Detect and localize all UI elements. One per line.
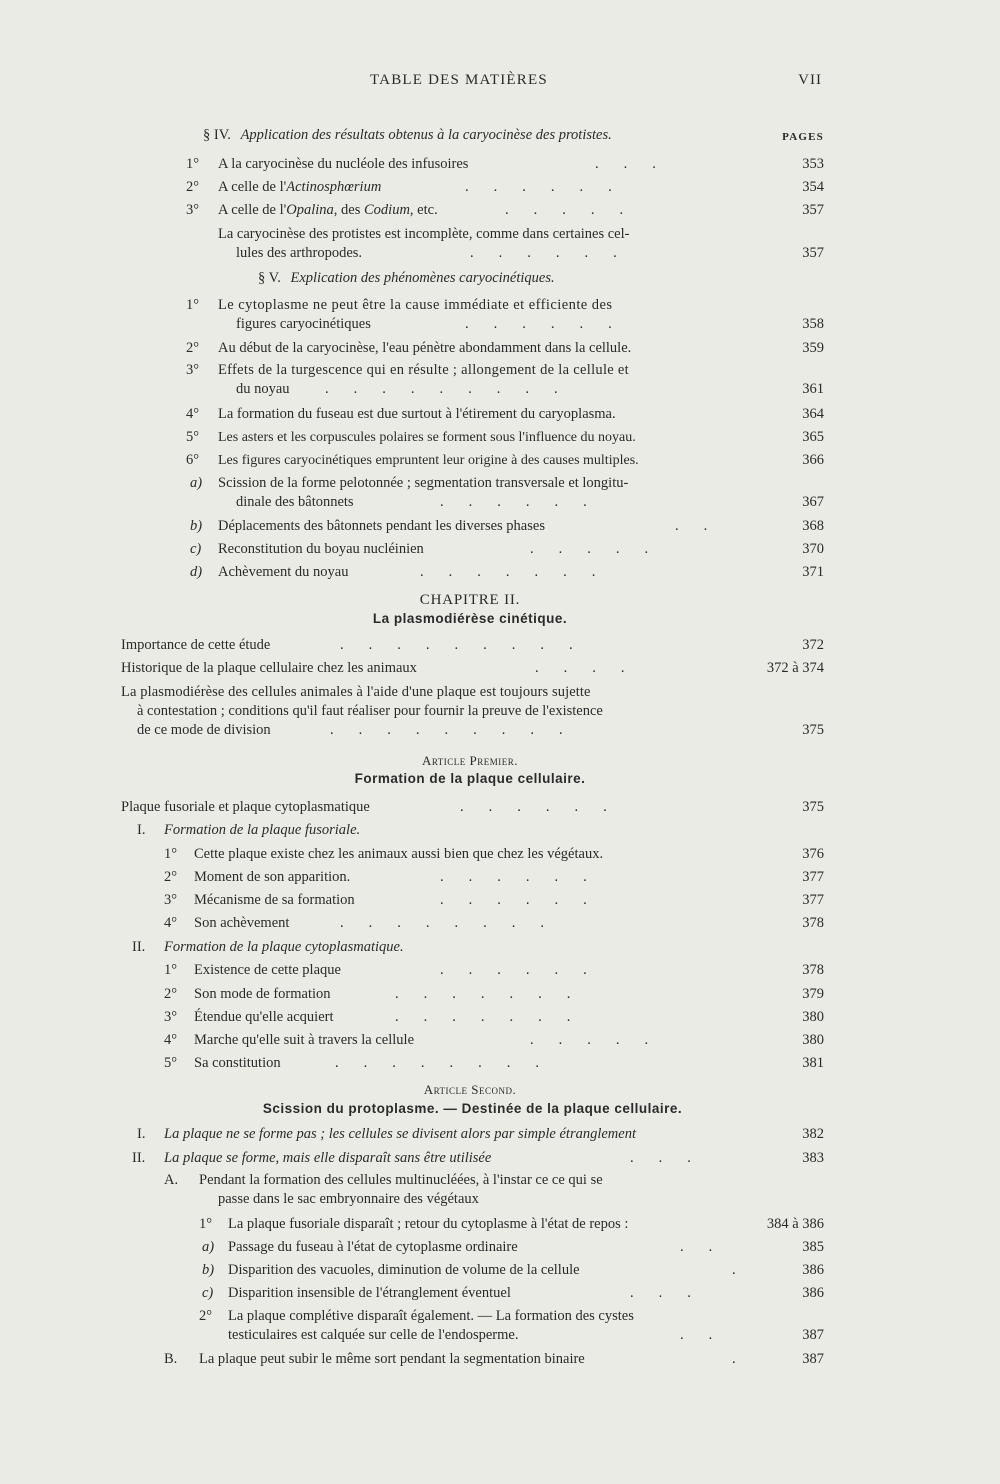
a2-text-8: La plaque complétive disparaît également. — La formation des cystes bbox=[228, 1308, 634, 1324]
leader-dots: ... bbox=[595, 156, 681, 172]
leader-dots: ........ bbox=[340, 915, 569, 931]
leader-dots: ..... bbox=[505, 202, 649, 218]
a1-text-3: Moment de son apparition. bbox=[194, 869, 351, 885]
a1-page-2: 376 bbox=[802, 846, 824, 862]
a2-text-5: Passage du fuseau à l'état de cytoplasme ordinaire bbox=[228, 1239, 518, 1255]
a1-num-11: 5° bbox=[164, 1055, 178, 1071]
ch2-text-1: Historique de la plaque cellulaire chez les animaux bbox=[121, 660, 417, 676]
s4-num-2: 3° bbox=[186, 202, 200, 218]
a1-text-5: Son achèvement bbox=[194, 915, 290, 931]
a1-text-11: Sa constitution bbox=[194, 1055, 281, 1071]
section-5-title: Explication des phénomènes caryocinétiques. bbox=[290, 270, 555, 286]
ch2-page-0: 372 bbox=[802, 637, 824, 653]
a2-num-10: B. bbox=[164, 1351, 178, 1367]
a1-page-11: 381 bbox=[802, 1055, 824, 1071]
s5-page-6: 365 bbox=[802, 429, 824, 445]
s5-page-1: 358 bbox=[802, 316, 824, 332]
s5-num-5: 4° bbox=[186, 406, 200, 422]
a2-num-4: 1° bbox=[199, 1216, 213, 1232]
leader-dots: ....... bbox=[395, 1009, 596, 1025]
a1-page-5: 378 bbox=[802, 915, 824, 931]
a2-page-6: 386 bbox=[802, 1262, 824, 1278]
s4-page-4: 357 bbox=[802, 245, 824, 261]
a1-num-4: 3° bbox=[164, 892, 178, 908]
leader-dots: ......... bbox=[330, 722, 588, 738]
s4-text-4: lules des arthropodes. bbox=[236, 245, 363, 261]
page-folio: VII bbox=[798, 72, 822, 88]
a2-page-1: 383 bbox=[802, 1150, 824, 1166]
a1-text-6: Formation de la plaque cytoplasmatique. bbox=[164, 939, 404, 955]
a1-num-2: 1° bbox=[164, 846, 178, 862]
a2-text-9: testiculaires est calquée sur celle de l'endosperme. bbox=[228, 1327, 519, 1343]
s5-text-0: Le cytoplasme ne peut être la cause immédiate et efficiente des bbox=[218, 297, 613, 313]
s5-text-9: dinale des bâtonnets bbox=[236, 494, 354, 510]
s5-text-3: Effets de la turgescence qui en résulte ; allongement de la cellule et bbox=[218, 362, 629, 378]
s5-text-11: Reconstitution du boyau nucléinien bbox=[218, 541, 424, 557]
s4-num-1: 2° bbox=[186, 179, 200, 195]
a1-text-10: Marche qu'elle suit à travers la cellule bbox=[194, 1032, 415, 1048]
s5-page-5: 364 bbox=[802, 406, 824, 422]
a1-text-7: Existence de cette plaque bbox=[194, 962, 341, 978]
a2-num-2: A. bbox=[164, 1172, 179, 1188]
a1-num-5: 4° bbox=[164, 915, 178, 931]
leader-dots: ... bbox=[630, 1285, 716, 1301]
a1-page-10: 380 bbox=[802, 1032, 824, 1048]
a1-page-8: 379 bbox=[802, 986, 824, 1002]
leader-dots: ...... bbox=[440, 892, 612, 908]
ch2-page-1: 372 à 374 bbox=[766, 660, 824, 676]
section-5-heading bbox=[258, 270, 555, 287]
running-title: TABLE DES MATIÈRES bbox=[370, 72, 548, 88]
leader-dots: ..... bbox=[530, 1032, 674, 1048]
a1-text-0: Plaque fusoriale et plaque cytoplasmatique bbox=[121, 799, 370, 815]
a1-page-7: 378 bbox=[802, 962, 824, 978]
a2-text-6: Disparition des vacuoles, diminution de volume de la cellule bbox=[228, 1262, 580, 1278]
s5-num-10: b) bbox=[190, 518, 203, 534]
s5-page-2: 359 bbox=[802, 340, 824, 356]
s5-num-3: 3° bbox=[186, 362, 200, 378]
leader-dots: ..... bbox=[530, 541, 674, 557]
a1-page-4: 377 bbox=[802, 892, 824, 908]
a1-text-2: Cette plaque existe chez les animaux aussi bien que chez les végétaux. bbox=[194, 846, 604, 862]
a2-text-2: Pendant la formation des cellules multinucléées, à l'instar ce ce qui se bbox=[199, 1172, 603, 1188]
s5-text-10: Déplacements des bâtonnets pendant les diverses phases bbox=[218, 518, 545, 534]
a2-text-4: La plaque fusoriale disparaît ; retour du cytoplasme à l'état de repos : bbox=[228, 1216, 629, 1232]
pages-column-label: PAGES bbox=[782, 131, 824, 143]
s5-text-7: Les figures caryocinétiques empruntent leur origine à des causes multiples. bbox=[218, 453, 639, 468]
ch2-text-4: de ce mode de division bbox=[137, 722, 271, 738]
s5-text-8: Scission de la forme pelotonnée ; segmentation transversale et longitu- bbox=[218, 475, 629, 491]
a2-num-8: 2° bbox=[199, 1308, 213, 1324]
leader-dots: ... bbox=[630, 1150, 716, 1166]
s5-num-11: c) bbox=[190, 541, 202, 557]
leader-dots: ......... bbox=[325, 381, 583, 397]
a2-page-9: 387 bbox=[802, 1327, 824, 1343]
a1-num-8: 2° bbox=[164, 986, 178, 1002]
leader-dots: ....... bbox=[420, 564, 621, 580]
a1-text-9: Étendue qu'elle acquiert bbox=[194, 1009, 334, 1025]
a1-page-0: 375 bbox=[802, 799, 824, 815]
a2-text-10: La plaque peut subir le même sort pendant la segmentation binaire bbox=[199, 1351, 585, 1367]
leader-dots: ...... bbox=[440, 869, 612, 885]
article-1-label: Article Premier. bbox=[421, 753, 519, 768]
a1-page-9: 380 bbox=[802, 1009, 824, 1025]
a2-text-1: La plaque se forme, mais elle disparaît sans être utilisée bbox=[164, 1150, 492, 1166]
chapter-title: La plasmodiérèse cinétique. bbox=[372, 611, 568, 626]
a2-page-4: 384 à 386 bbox=[766, 1216, 824, 1232]
leader-dots: ...... bbox=[465, 316, 637, 332]
leader-dots: . bbox=[732, 1262, 761, 1278]
s4-text-1: A celle de l'Actinosphœrium bbox=[218, 179, 382, 195]
leader-dots: ...... bbox=[440, 494, 612, 510]
leader-dots: .. bbox=[680, 1327, 738, 1343]
s5-num-7: 6° bbox=[186, 452, 200, 468]
s5-num-12: d) bbox=[190, 564, 203, 580]
s4-text-0: A la caryocinèse du nucléole des infusoires bbox=[218, 156, 469, 172]
s5-text-12: Achèvement du noyau bbox=[218, 564, 349, 580]
s5-page-10: 368 bbox=[802, 518, 824, 534]
leader-dots: ...... bbox=[470, 245, 642, 261]
a2-num-1: II. bbox=[132, 1150, 146, 1166]
a1-num-6: II. bbox=[132, 939, 146, 955]
a2-page-10: 387 bbox=[802, 1351, 824, 1367]
a1-num-9: 3° bbox=[164, 1009, 178, 1025]
leader-dots: ........ bbox=[335, 1055, 564, 1071]
leader-dots: ......... bbox=[340, 637, 598, 653]
a2-num-5: a) bbox=[202, 1239, 215, 1255]
a2-num-0: I. bbox=[137, 1126, 146, 1142]
s5-page-11: 370 bbox=[802, 541, 824, 557]
s5-text-4: du noyau bbox=[236, 381, 290, 397]
leader-dots: .... bbox=[535, 660, 650, 676]
a1-num-3: 2° bbox=[164, 869, 178, 885]
s4-num-0: 1° bbox=[186, 156, 200, 172]
s5-page-7: 366 bbox=[802, 452, 824, 468]
s5-page-12: 371 bbox=[802, 564, 824, 580]
s5-page-4: 361 bbox=[802, 381, 824, 397]
a2-page-7: 386 bbox=[802, 1285, 824, 1301]
leader-dots: ...... bbox=[460, 799, 632, 815]
a1-num-1: I. bbox=[137, 822, 146, 838]
a1-num-10: 4° bbox=[164, 1032, 178, 1048]
a2-page-0: 382 bbox=[802, 1126, 824, 1142]
article-2-title: Scission du protoplasme. — Destinée de la plaque cellulaire. bbox=[262, 1101, 683, 1116]
a1-text-4: Mécanisme de sa formation bbox=[194, 892, 355, 908]
a2-text-3: passe dans le sac embryonnaire des végétaux bbox=[218, 1191, 479, 1207]
s5-text-1: figures caryocinétiques bbox=[236, 316, 371, 332]
s5-num-0: 1° bbox=[186, 297, 200, 313]
ch2-text-2: La plasmodiérèse des cellules animales à l'aide d'une plaque est toujours sujette bbox=[121, 684, 591, 700]
chapter-label: CHAPITRE II. bbox=[419, 592, 521, 608]
s5-page-9: 367 bbox=[802, 494, 824, 510]
s4-page-1: 354 bbox=[802, 179, 824, 195]
a2-num-7: c) bbox=[202, 1285, 214, 1301]
leader-dots: ...... bbox=[440, 962, 612, 978]
s5-text-2: Au début de la caryocinèse, l'eau pénètre abondamment dans la cellule. bbox=[218, 340, 632, 356]
leader-dots: ...... bbox=[465, 179, 637, 195]
ch2-text-0: Importance de cette étude bbox=[121, 637, 271, 653]
a2-text-0: La plaque ne se forme pas ; les cellules se divisent alors par simple étranglement bbox=[164, 1126, 636, 1142]
a2-page-5: 385 bbox=[802, 1239, 824, 1255]
s4-text-3: La caryocinèse des protistes est incomplète, comme dans certaines cel- bbox=[218, 226, 630, 242]
s4-text-2: A celle de l'Opalina, des Codium, etc. bbox=[218, 202, 438, 218]
s5-num-2: 2° bbox=[186, 340, 200, 356]
leader-dots: . bbox=[732, 1351, 761, 1367]
s4-page-2: 357 bbox=[802, 202, 824, 218]
s5-text-6: Les asters et les corpuscules polaires se forment sous l'influence du noyau. bbox=[218, 430, 636, 445]
a1-page-3: 377 bbox=[802, 869, 824, 885]
a2-text-7: Disparition insensible de l'étranglement éventuel bbox=[228, 1285, 511, 1301]
a2-num-6: b) bbox=[202, 1262, 215, 1278]
ch2-page-4: 375 bbox=[802, 722, 824, 738]
article-2-label: Article Second. bbox=[423, 1082, 517, 1097]
s5-num-8: a) bbox=[190, 475, 203, 491]
section-4-prefix: § IV. bbox=[203, 127, 231, 143]
leader-dots: .. bbox=[675, 518, 733, 534]
a1-num-7: 1° bbox=[164, 962, 178, 978]
section-4-heading bbox=[203, 127, 612, 144]
s4-page-0: 353 bbox=[802, 156, 824, 172]
leader-dots: .. bbox=[680, 1239, 738, 1255]
section-5-prefix: § V. bbox=[258, 270, 281, 286]
a1-text-8: Son mode de formation bbox=[194, 986, 331, 1002]
section-4-title: Application des résultats obtenus à la caryocinèse des protistes. bbox=[240, 127, 612, 143]
ch2-text-3: à contestation ; conditions qu'il faut réaliser pour fournir la preuve de l'existence bbox=[137, 703, 603, 719]
leader-dots: ....... bbox=[395, 986, 596, 1002]
s5-text-5: La formation du fuseau est due surtout à l'étirement du caryoplasma. bbox=[218, 406, 616, 422]
a1-text-1: Formation de la plaque fusoriale. bbox=[164, 822, 361, 838]
s5-num-6: 5° bbox=[186, 429, 200, 445]
article-1-title: Formation de la plaque cellulaire. bbox=[354, 771, 586, 786]
